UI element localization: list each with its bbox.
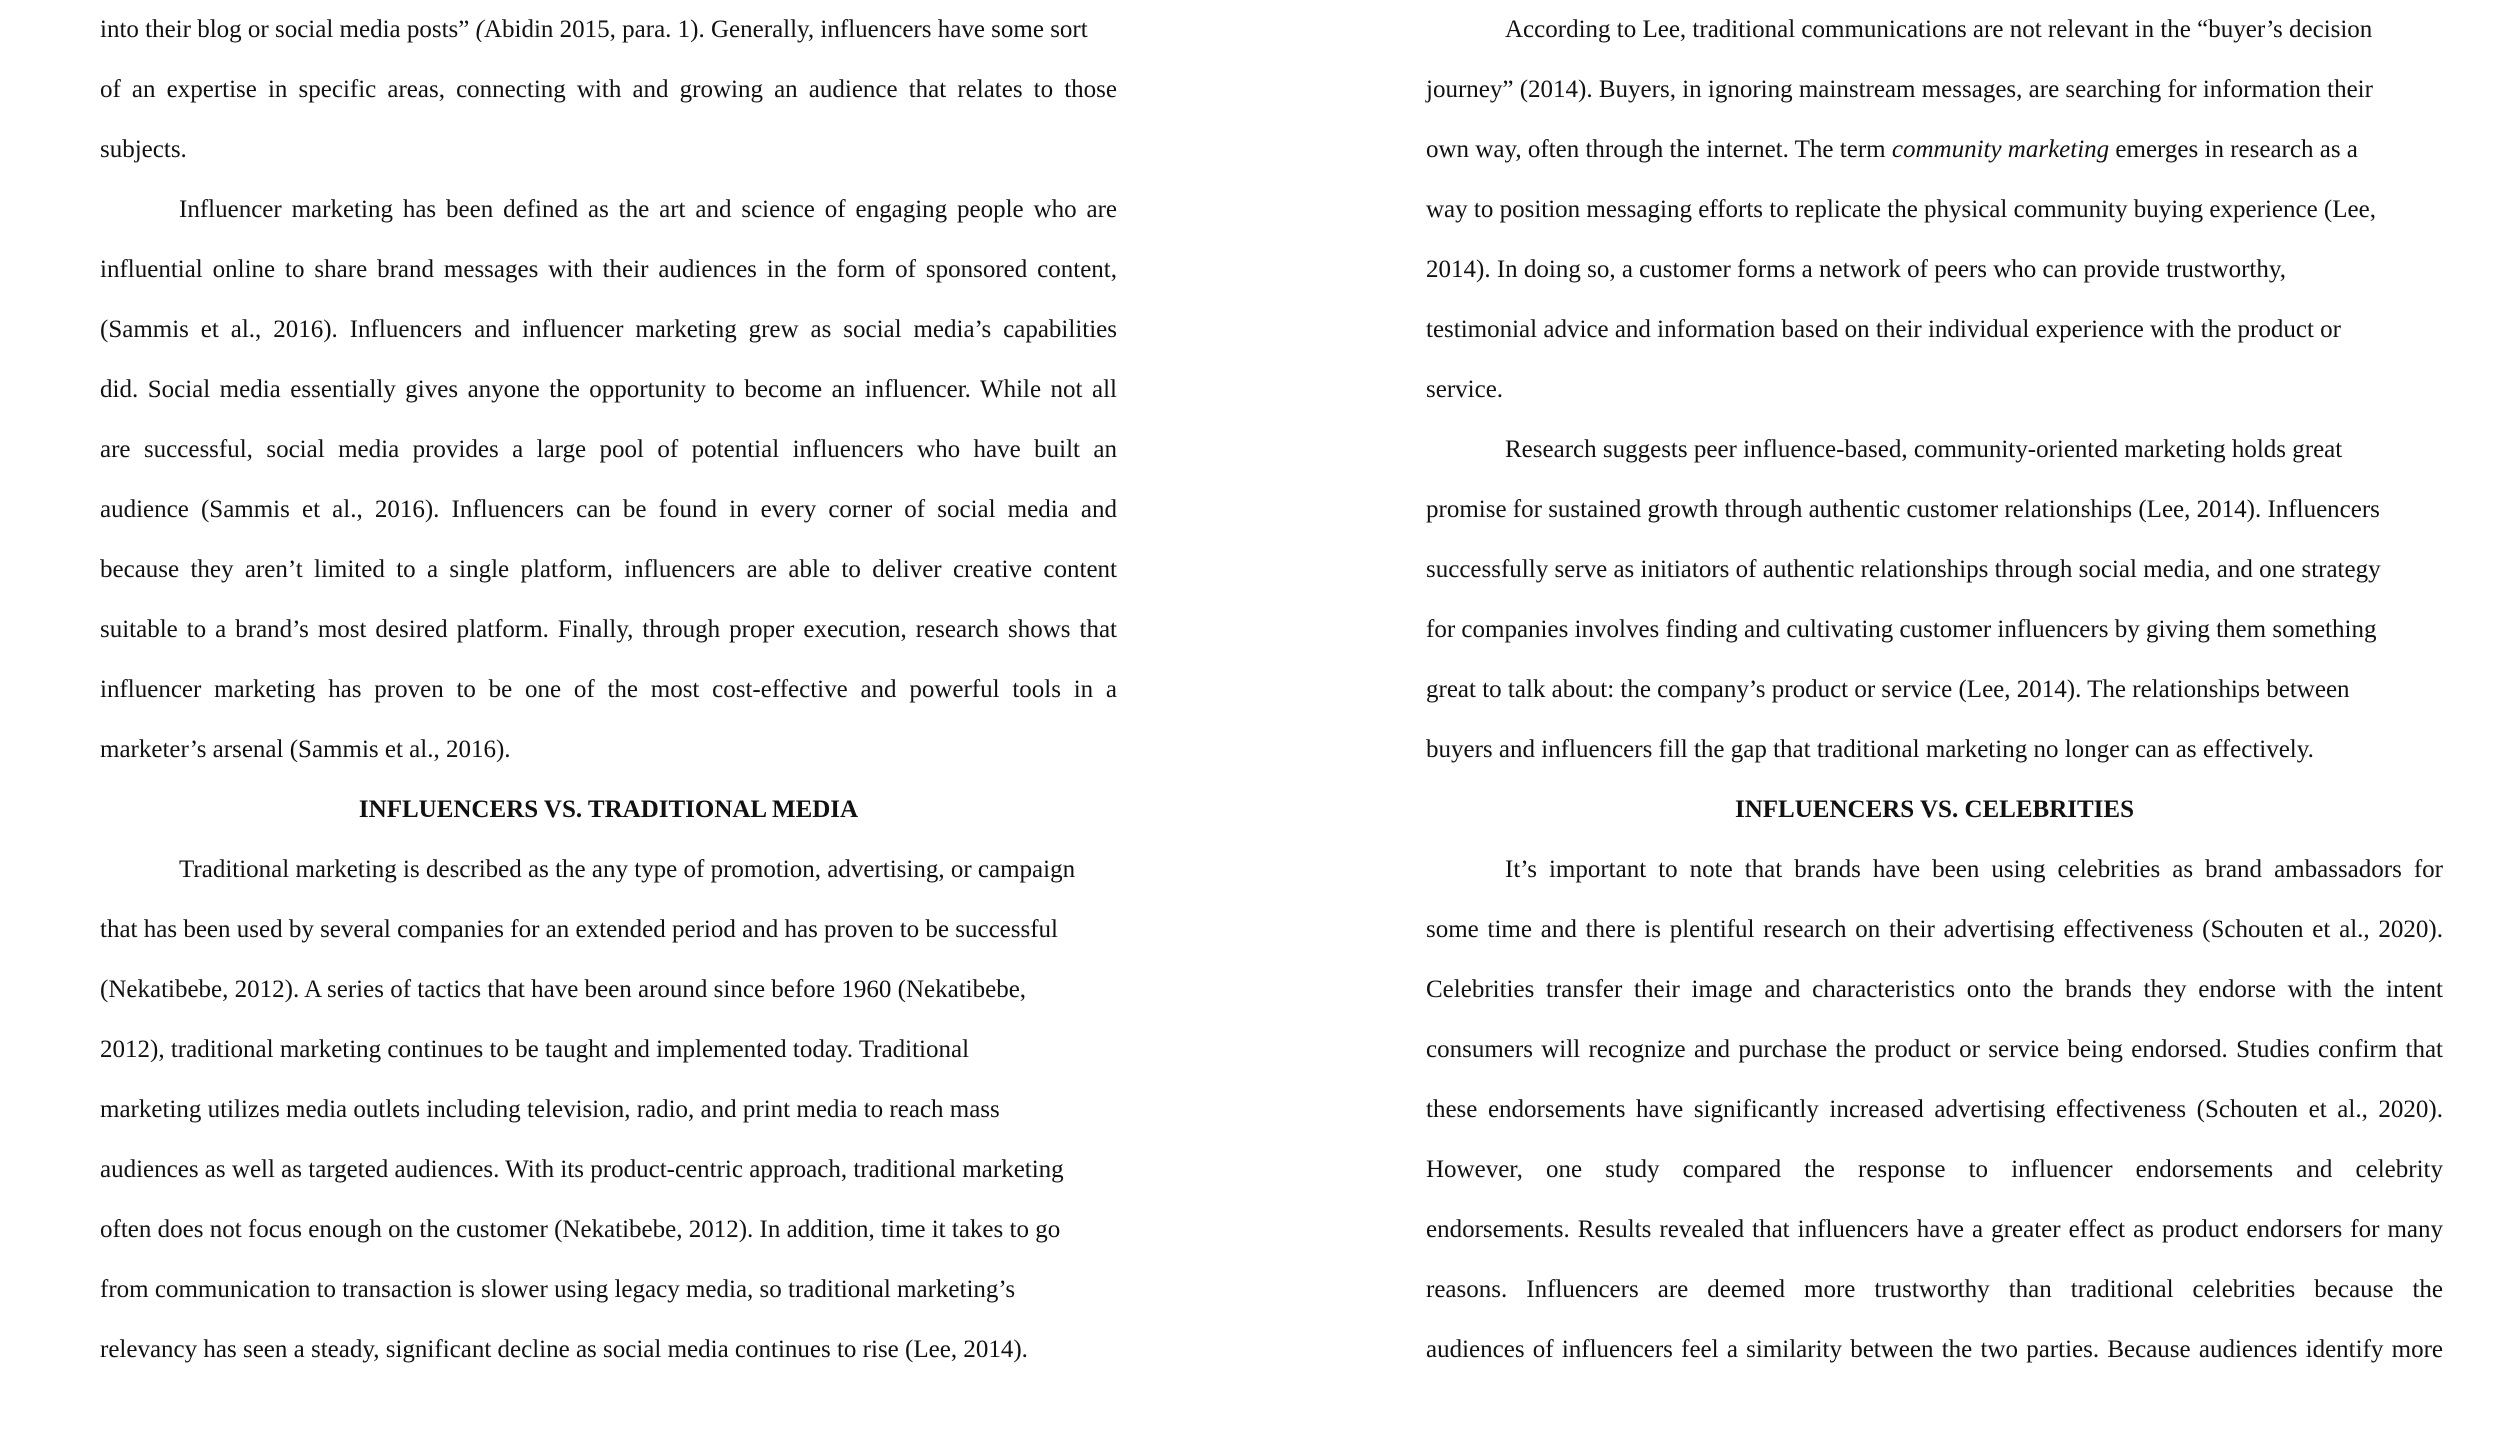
text-span: Abidin 2015, para. 1). Generally, influencers have some sort (483, 16, 1088, 43)
section-heading: INFLUENCERS VS. CELEBRITIES (1735, 796, 2134, 823)
text-line: influential online to share brand messages with their audiences in the form of sponsored content, (100, 256, 1117, 283)
text-line: for companies involves finding and cultivating customer influencers by giving them something (1426, 616, 2377, 643)
text-line: endorsements. Results revealed that influencers have a greater effect as product endorsers for many (1426, 1216, 2443, 1243)
text-line: journey” (2014). Buyers, in ignoring mainstream messages, are searching for information their (1426, 76, 2373, 103)
text-line: However, one study compared the response to influencer endorsements and celebrity (1426, 1156, 2443, 1183)
text-line: that has been used by several companies for an extended period and has proven to be successful (100, 916, 1059, 943)
text-line: 2012), traditional marketing continues to be taught and implemented today. Traditional (100, 1036, 970, 1063)
text-line: because they aren’t limited to a single platform, influencers are able to deliver creative content (100, 556, 1117, 583)
text-line: reasons. Influencers are deemed more trustworthy than traditional celebrities because the (1426, 1276, 2443, 1303)
text-line: Research suggests peer influence-based, community-oriented marketing holds great (1505, 436, 2343, 463)
text-line: marketing utilizes media outlets including television, radio, and print media to reach mass (100, 1096, 1000, 1123)
text-line: Traditional marketing is described as the any type of promotion, advertising, or campaign (179, 856, 1076, 883)
italic-term: community marketing (1891, 136, 2110, 163)
left-page (100, 0, 1117, 1429)
text-line: did. Social media essentially gives anyone the opportunity to become an influencer. While not all (100, 376, 1117, 403)
text-line: audience (Sammis et al., 2016). Influencers can be found in every corner of social media and (100, 496, 1117, 523)
text-line: testimonial advice and information based on their individual experience with the product or (1426, 316, 2342, 343)
text-line: promise for sustained growth through authentic customer relationships (Lee, 2014). Influencers (1426, 496, 2380, 523)
text-line: (Nekatibebe, 2012). A series of tactics that have been around since before 1960 (Nekatibebe, (100, 976, 1027, 1003)
section-heading: INFLUENCERS VS. TRADITIONAL MEDIA (358, 796, 859, 823)
text-span: into their blog or social media posts” (100, 16, 476, 43)
text-line: 2014). In doing so, a customer forms a network of peers who can provide trustworthy, (1426, 256, 2286, 283)
text-line: influencer marketing has proven to be one of the most cost-effective and powerful tools in a (100, 676, 1117, 703)
text-line: relevancy has seen a steady, significant decline as social media continues to rise (Lee, 2014). (100, 1336, 1028, 1363)
text-line: some time and there is plentiful research on their advertising effectiveness (Schouten et al., 2020). (1426, 916, 2443, 943)
text-line: service. (1426, 376, 1504, 403)
text-line: often does not focus enough on the customer (Nekatibebe, 2012). In addition, time it takes to go (100, 1216, 1061, 1243)
text-span: emerges in research as a (2109, 136, 2358, 163)
text-line: marketer’s arsenal (Sammis et al., 2016). (100, 736, 511, 763)
text-line: from communication to transaction is slower using legacy media, so traditional marketing’s (100, 1276, 1016, 1303)
text-span-italic: ( (475, 16, 484, 43)
text-line (100, 0, 1117, 60)
text-line: way to position messaging efforts to replicate the physical community buying experience (Lee, (1426, 196, 2376, 223)
text-line: audiences as well as targeted audiences. With its product-centric approach, traditional marketing (100, 1156, 1064, 1183)
text-line (1426, 120, 2443, 180)
text-line: According to Lee, traditional communications are not relevant in the “buyer’s decision (1505, 16, 2373, 43)
text-line: It’s important to note that brands have been using celebrities as brand ambassadors for (1505, 856, 2443, 883)
text-line: great to talk about: the company’s product or service (Lee, 2014). The relationships between (1426, 676, 2350, 703)
text-line: (Sammis et al., 2016). Influencers and influencer marketing grew as social media’s capabilities (100, 316, 1117, 343)
text-line: audiences of influencers feel a similarity between the two parties. Because audiences identify more (1426, 1336, 2443, 1363)
text-line: subjects. (100, 136, 187, 163)
text-line: Influencer marketing has been defined as the art and science of engaging people who are (179, 196, 1117, 223)
text-line: buyers and influencers fill the gap that traditional marketing no longer can as effectively. (1426, 736, 2314, 763)
text-line: consumers will recognize and purchase the product or service being endorsed. Studies confirm that (1426, 1036, 2443, 1063)
text-span: own way, often through the internet. The term (1426, 136, 1892, 163)
right-page (1426, 0, 2443, 1429)
text-line: suitable to a brand’s most desired platform. Finally, through proper execution, research shows that (100, 616, 1117, 643)
text-line: Celebrities transfer their image and characteristics onto the brands they endorse with the intent (1426, 976, 2443, 1003)
text-line: successfully serve as initiators of authentic relationships through social media, and one strategy (1426, 556, 2381, 583)
text-line: these endorsements have significantly increased advertising effectiveness (Schouten et al., 2020). (1426, 1096, 2443, 1123)
text-line: are successful, social media provides a large pool of potential influencers who have built an (100, 436, 1117, 463)
text-line: of an expertise in specific areas, connecting with and growing an audience that relates to those (100, 76, 1117, 103)
